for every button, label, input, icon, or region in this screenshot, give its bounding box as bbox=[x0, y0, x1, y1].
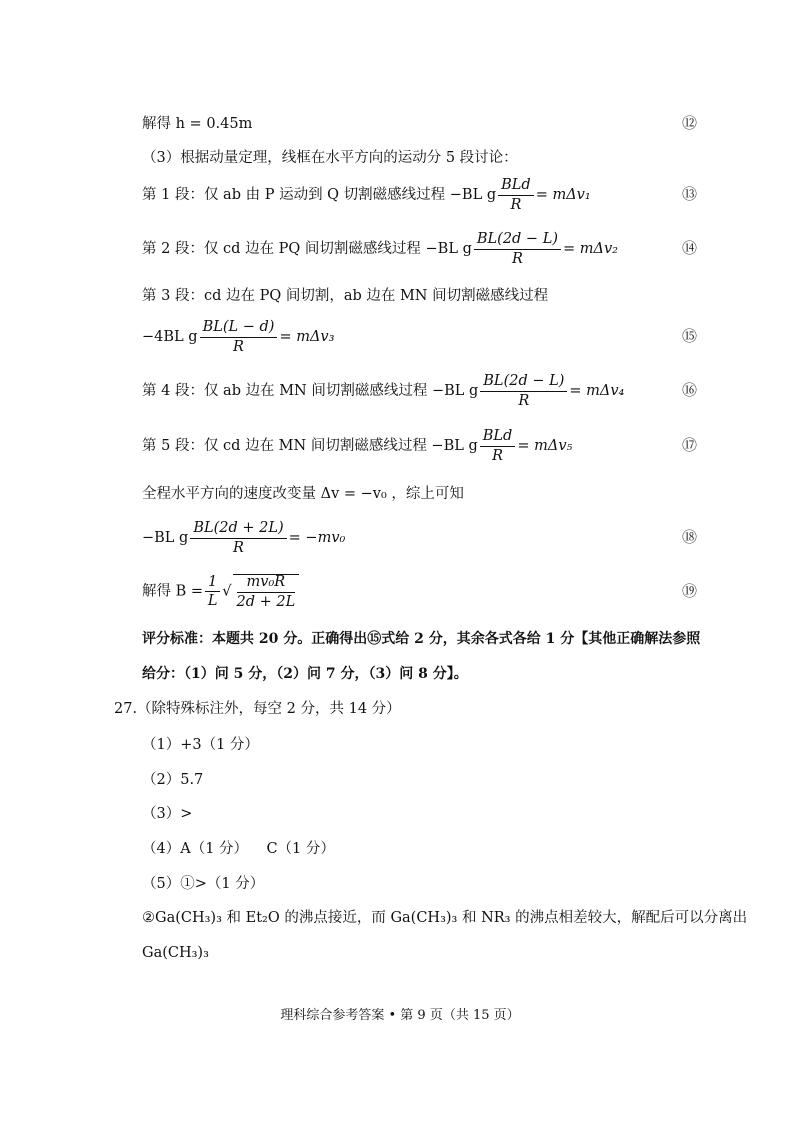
stage-1-denominator: R bbox=[510, 196, 522, 213]
stage-3-text: −4BL g bbox=[142, 329, 198, 345]
answer-5: （5）①>（1 分） bbox=[142, 876, 265, 892]
stage-2 bbox=[142, 232, 618, 266]
stage-3-rhs: = mΔv₃ bbox=[279, 329, 335, 345]
eq-number-12: ⑫ bbox=[682, 114, 698, 132]
combined-numerator: BL(2d + 2L) bbox=[190, 521, 286, 539]
radical bbox=[233, 574, 300, 609]
stage-5-text: 第 5 段：仅 cd 边在 MN 间切割磁感线过程 −BL g bbox=[142, 438, 478, 454]
stage-4 bbox=[142, 374, 624, 408]
stage-2-text: 第 2 段：仅 cd 边在 PQ 间切割磁感线过程 −BL g bbox=[142, 241, 472, 257]
stage-1-text: 第 1 段：仅 ab 由 P 运动到 Q 切割磁感线过程 −BL g bbox=[142, 187, 497, 203]
combined-text: −BL g bbox=[142, 530, 189, 546]
eq-number-16: ⑯ bbox=[682, 381, 698, 399]
stage-1-numerator: BLd bbox=[498, 178, 534, 196]
result-b-text: 解得 B = bbox=[142, 583, 204, 600]
result-b-fraction bbox=[205, 575, 220, 609]
eq-number-18: ⑱ bbox=[682, 528, 698, 546]
result-b-denominator: L bbox=[207, 593, 218, 609]
question-27-header: 27.（除特殊标注外，每空 2 分，共 14 分） bbox=[114, 701, 401, 717]
eq-number-17: ⑰ bbox=[682, 436, 698, 454]
stage-2-denominator: R bbox=[511, 250, 523, 267]
stage-3 bbox=[142, 320, 334, 354]
stage-4-fraction bbox=[480, 374, 567, 408]
stage-5-numerator: BLd bbox=[480, 429, 516, 447]
stage-5 bbox=[142, 429, 572, 463]
radical-numerator: mv₀R bbox=[237, 575, 296, 593]
combined-denominator: R bbox=[233, 539, 244, 556]
stage-2-numerator: BL(2d − L) bbox=[474, 232, 561, 250]
answer-5-2: ②Ga(CH₃)₃ 和 Et₂O 的沸点接近，而 Ga(CH₃)₃ 和 NR₃ 的沸点相差较大，解配后可以分离出 bbox=[142, 910, 748, 926]
stage-4-text: 第 4 段：仅 ab 边在 MN 间切割磁感线过程 −BL g bbox=[142, 383, 479, 399]
eq-number-15: ⑮ bbox=[682, 327, 698, 345]
answer-4: （4）A（1 分） C（1 分） bbox=[142, 841, 335, 857]
stage-4-denominator: R bbox=[518, 392, 530, 409]
stage-3-denominator: R bbox=[233, 338, 244, 355]
result-h: 解得 h = 0.45m bbox=[142, 116, 253, 132]
stage-4-rhs: = mΔv₄ bbox=[569, 383, 625, 399]
part3-intro: （3）根据动量定理，线框在水平方向的运动分 5 段讨论： bbox=[142, 150, 518, 166]
answer-3: （3）> bbox=[142, 806, 193, 822]
combined-equation bbox=[142, 521, 345, 555]
result-b bbox=[142, 574, 299, 609]
answer-1: （1）+3（1 分） bbox=[142, 737, 259, 753]
eq-number-13: ⑬ bbox=[682, 185, 698, 203]
eq-number-14: ⑭ bbox=[682, 239, 698, 257]
combined-rhs: = −mv₀ bbox=[288, 530, 346, 546]
stage-3-intro: 第 3 段：cd 边在 PQ 间切割，ab 边在 MN 间切割磁感线过程 bbox=[142, 288, 549, 304]
stage-2-fraction bbox=[474, 232, 561, 266]
stage-5-denominator: R bbox=[492, 447, 504, 464]
velocity-change: 全程水平方向的速度改变量 Δv = −v₀ ，综上可知 bbox=[142, 486, 464, 502]
stage-3-fraction bbox=[200, 320, 278, 354]
eq-number-19: ⑲ bbox=[682, 582, 698, 600]
answer-2: （2）5.7 bbox=[142, 772, 204, 788]
sqrt-sign: √ bbox=[222, 583, 232, 600]
stage-5-rhs: = mΔv₅ bbox=[517, 438, 573, 454]
stage-4-numerator: BL(2d − L) bbox=[480, 374, 567, 392]
grading-standard: 评分标准：本题共 20 分。正确得出⑮式给 2 分，其余各式各给 1 分【其他正确解法参照 bbox=[142, 631, 701, 647]
stage-1-rhs: = mΔv₁ bbox=[535, 187, 591, 203]
result-b-numerator: 1 bbox=[205, 575, 220, 593]
stage-1 bbox=[142, 178, 591, 212]
grading-breakdown: 给分：（1）问 5 分，（2）问 7 分，（3）问 8 分】。 bbox=[142, 666, 468, 682]
stage-5-fraction bbox=[480, 429, 516, 463]
stage-1-fraction bbox=[498, 178, 534, 212]
radical-denominator: 2d + 2L bbox=[236, 593, 296, 610]
radical-fraction bbox=[237, 575, 296, 609]
stage-3-numerator: BL(L − d) bbox=[200, 320, 278, 338]
combined-fraction bbox=[190, 521, 286, 555]
stage-2-rhs: = mΔv₂ bbox=[562, 241, 618, 257]
page-footer: 理科综合参考答案 • 第 9 页（共 15 页） bbox=[280, 1008, 520, 1023]
answer-5-2-cont: Ga(CH₃)₃ bbox=[142, 945, 209, 961]
